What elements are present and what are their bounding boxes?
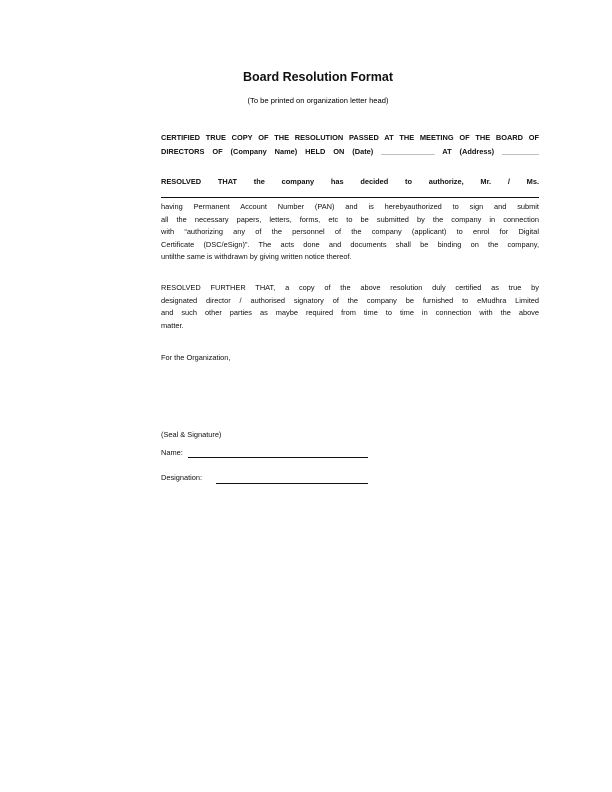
certified-line: CERTIFIED TRUE COPY OF THE RESOLUTION PASSED AT THE MEETING OF THE BOARD OF (161, 133, 539, 142)
designation-field-line (216, 483, 368, 484)
certified-line: DIRECTORS OF (Company Name) HELD ON (Date) _____________ AT (Address) _________ (161, 147, 539, 156)
resolved-line: Certificate (DSC/eSign)”. The acts done and documents shall be binding on the company, (161, 239, 539, 249)
seal-signature-label: (Seal & Signature) (161, 430, 222, 439)
resolved-line: with “authorizing any of the personnel of the company (applicant) to enrol for Digital (161, 227, 539, 236)
name-label: Name: (161, 448, 183, 457)
for-organization: For the Organization, (161, 353, 231, 362)
resolved-line: untilthe same is withdrawn by giving written notice thereof. (161, 252, 352, 261)
name-blank-line (161, 197, 539, 198)
designation-label: Designation: (161, 473, 203, 482)
resolved-line: all the necessary papers, letters, forms, etc to be submitted by the company in connection (161, 214, 539, 224)
resolved-further-line: matter. (161, 320, 184, 330)
name-field-line (188, 457, 368, 458)
resolved-further-line: and such other parties as maybe required from time to time in connection with the above (161, 308, 539, 317)
resolved-further-line: designated director / authorised signatory of the company be furnished to eMudhra Limited (161, 295, 539, 305)
resolved-further-line: RESOLVED FURTHER THAT, a copy of the above resolution duly certified as true by (161, 283, 539, 292)
document-title: Board Resolution Format (242, 70, 393, 84)
resolved-first-line: RESOLVED THAT the company has decided to authorize, Mr. / Ms. (161, 177, 539, 186)
document-subtitle: (To be printed on organization letter head) (247, 96, 389, 105)
resolved-line: having Permanent Account Number (PAN) and is herebyauthorized to sign and submit (161, 202, 539, 211)
